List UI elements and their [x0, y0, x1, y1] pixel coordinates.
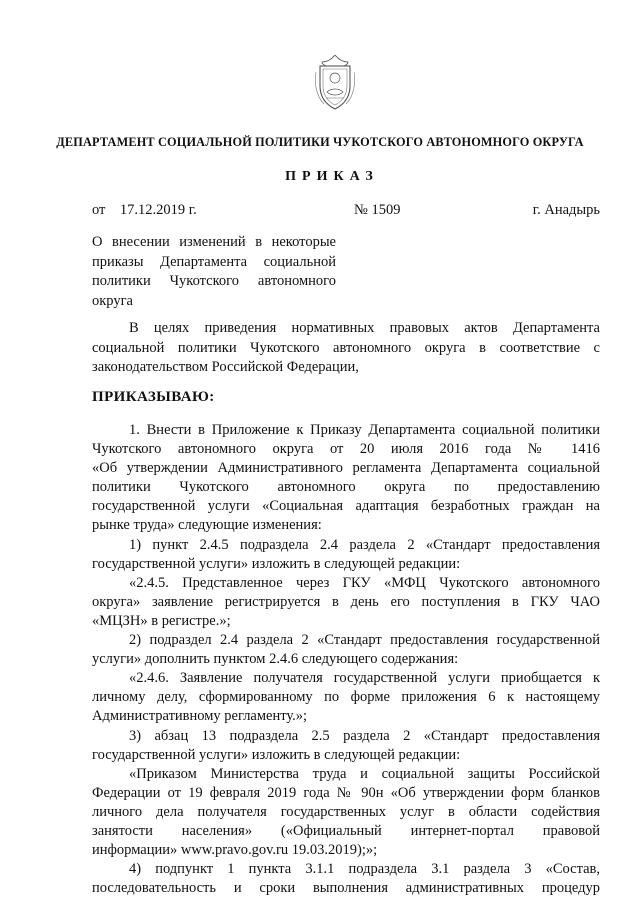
paragraph-line: «2.4.6. Заявление получателя государственной услуги приобщается к: [129, 670, 600, 687]
paragraph-line: «МЦЗН» в регистре.»;: [92, 612, 231, 629]
paragraph-line: 3) абзац 13 подраздела 2.5 раздела 2 «Стандарт предоставления: [129, 727, 600, 744]
paragraph-line: государственной услуги» изложить в следующей редакции:: [92, 746, 461, 763]
paragraph-line: 4) подпункт 1 пункта 3.1.1 подраздела 3.1 раздела 3 «Состав,: [129, 861, 600, 878]
paragraph-line: государственной услуги» изложить в следующей редакции:: [92, 555, 461, 572]
paragraph-line: последовательность и сроки выполнения административных процедур: [92, 880, 600, 897]
paragraph-line: занятости населения» («Официальный интернет-портал правовой: [92, 822, 600, 839]
preamble-line: законодательством Российской Федерации,: [92, 359, 359, 375]
date-prefix: от: [92, 202, 106, 218]
paragraph-line: «2.4.5. Представленное через ГКУ «МФЦ Чукотского автономного: [129, 574, 600, 591]
order-body: [92, 421, 600, 898]
preamble-line: В целях приведения нормативных правовых актов Департамента: [129, 320, 600, 336]
order-date: 17.12.2019 г.: [119, 202, 197, 218]
subject-line: политики Чукотского автономного: [92, 273, 336, 289]
paragraph: [92, 421, 600, 536]
chukotka-coat-of-arms-icon: [310, 52, 360, 114]
paragraph: [92, 860, 600, 898]
paragraph: [92, 727, 600, 765]
paragraph: [92, 536, 600, 574]
order-city: г. Анадырь: [532, 202, 600, 218]
paragraph-line: личного дела получателя государственных услуг в области содействия: [92, 803, 600, 820]
subject-line: О внесении изменений в некоторые: [92, 234, 336, 250]
paragraph-line: информации» www.pravo.gov.ru 19.03.2019);»;: [92, 842, 378, 859]
subject-line: округа: [92, 292, 133, 309]
paragraph-line: Федерации от 19 февраля 2019 года № 90н «Об утверждении форм бланков: [92, 784, 600, 801]
paragraph-line: округа» заявление регистрируется в день его поступления в ГКУ ЧАО: [92, 593, 600, 610]
order-subject: [92, 233, 336, 311]
preamble: [92, 319, 600, 378]
paragraph-line: государственной услуги «Социальная адаптация безработных граждан на: [92, 498, 600, 515]
paragraph-line: услуги» дополнить пунктом 2.4.6 следующего содержания:: [92, 651, 459, 668]
paragraph: [92, 669, 600, 726]
department-name: ДЕПАРТАМЕНТ СОЦИАЛЬНОЙ ПОЛИТИКИ ЧУКОТСКОГО АВТОНОМНОГО ОКРУГА: [56, 135, 584, 149]
order-number: № 1509: [354, 202, 401, 218]
order-meta-row: [92, 202, 600, 220]
paragraph: [92, 631, 600, 669]
paragraph-line: личному делу, сформированному по форме приложения 6 к настоящему: [92, 689, 600, 706]
paragraph: [92, 765, 600, 860]
order-date-group: [92, 202, 197, 219]
document-type-title: ПРИКАЗ: [285, 169, 379, 184]
paragraph-line: рынке труда» следующие изменения:: [92, 517, 322, 534]
paragraph-line: политики Чукотского автономного округа по предоставлению: [92, 479, 600, 496]
paragraph-line: Чукотского автономного округа от 20 июля 2016 года № 1416: [92, 441, 600, 458]
preamble-line: социальной политики Чукотского автономного округа в соответствие с: [92, 339, 600, 356]
paragraph-line: 2) подраздел 2.4 раздела 2 «Стандарт предоставления государственной: [129, 632, 600, 649]
paragraph-line: 1) пункт 2.4.5 подраздела 2.4 раздела 2 «Стандарт предоставления: [129, 536, 600, 553]
decree-heading: ПРИКАЗЫВАЮ:: [92, 389, 215, 405]
paragraph-line: «Приказом Министерства труда и социальной защиты Российской: [129, 765, 600, 782]
paragraph-line: «Об утверждении Административного регламента Департамента социальной: [92, 460, 600, 477]
paragraph: [92, 574, 600, 631]
paragraph-line: 1. Внести в Приложение к Приказу Департамента социальной политики: [129, 422, 600, 438]
subject-line: приказы Департамента социальной: [92, 253, 336, 270]
paragraph-line: Административному регламенту.»;: [92, 708, 308, 725]
